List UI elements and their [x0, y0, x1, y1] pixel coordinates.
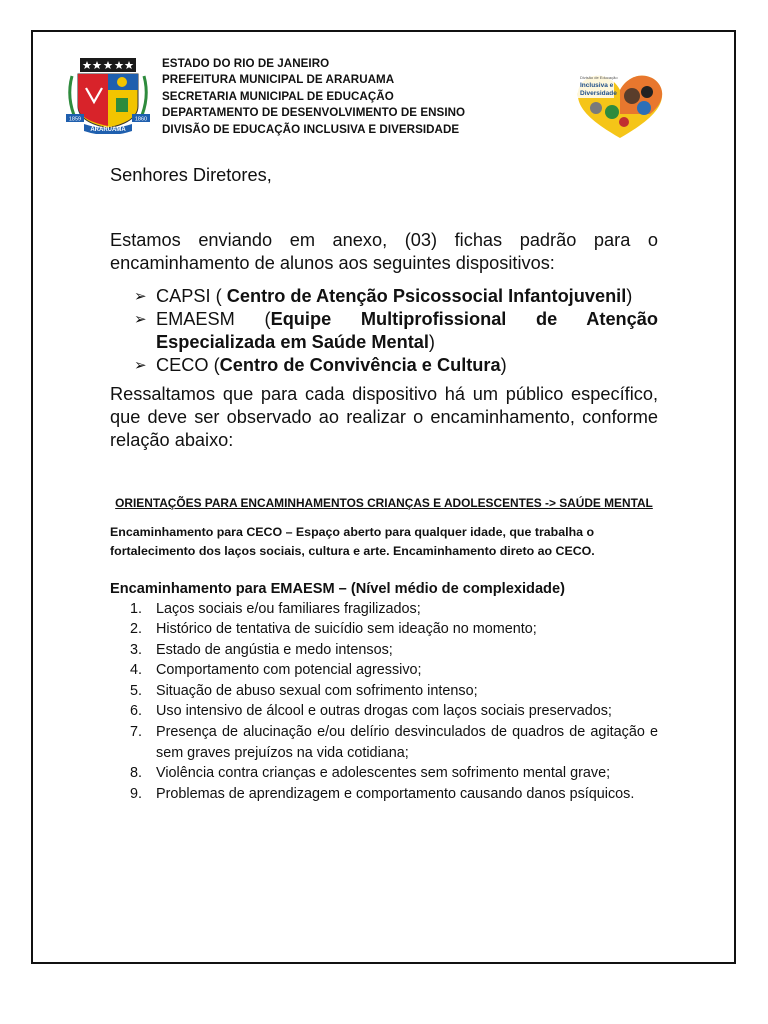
item-text: Presença de alucinação e/ou delírio desvinculados de quadros de agitação e sem graves prejuízos na vida cotidiana; — [156, 724, 658, 761]
item-text: Comportamento com potencial agressivo; — [156, 662, 422, 679]
item-text: Violência contra crianças e adolescentes sem sofrimento mental grave; — [156, 765, 611, 782]
ressalta-paragraph: Ressaltamos que para cada dispositivo há um público específico, que deve ser observado ao realizar o encaminhamento, conforme relação abaixo: — [110, 384, 658, 450]
device-close: ) — [500, 355, 507, 375]
letterhead-line: DIVISÃO DE EDUCAÇÃO INCLUSIVA E DIVERSIDADE — [162, 122, 460, 136]
arrow-bullet-icon: ➢ — [134, 357, 147, 374]
ceco-note: Encaminhamento para CECO – Espaço aberto para qualquer idade, que trabalha o fortalecimento dos laços sociais, cultura e arte. Encaminhamento direto ao CECO. — [110, 524, 595, 558]
list-item — [110, 308, 658, 354]
device-close: ) — [428, 332, 435, 352]
device-full-name: Equipe Multiprofissional de Atenção Especializada em Saúde Mental — [156, 309, 659, 352]
crest-year-left: 1859 — [68, 116, 82, 123]
salutation: Senhores Diretores, — [110, 165, 272, 185]
item-number: 3. — [130, 641, 143, 658]
item-text: Situação de abuso sexual com sofrimento intenso; — [156, 682, 478, 699]
device-name: EMAESM ( — [156, 309, 271, 329]
arrow-bullet-icon: ➢ — [134, 311, 147, 328]
arrow-bullet-icon: ➢ — [134, 288, 147, 305]
item-number: 1. — [130, 600, 143, 617]
list-item — [110, 784, 658, 805]
item-number: 9. — [130, 785, 143, 802]
item-number: 4. — [130, 662, 143, 679]
letterhead-line: SECRETARIA MUNICIPAL DE EDUCAÇÃO — [162, 89, 394, 103]
logo-small-text: Divisão de Educação — [580, 75, 618, 80]
list-item — [110, 763, 658, 784]
device-name: CECO ( — [156, 355, 220, 375]
list-item — [110, 681, 658, 702]
item-text: Estado de angústia e medo intensos; — [156, 641, 393, 658]
criteria-list — [110, 599, 658, 805]
item-text: Histórico de tentativa de suicídio sem ideação no momento; — [156, 621, 537, 638]
letterhead-line: PREFEITURA MUNICIPAL DE ARARUAMA — [162, 73, 395, 87]
list-item — [110, 722, 658, 763]
item-text: Problemas de aprendizagem e comportamento causando danos psíquicos. — [156, 785, 635, 802]
device-full-name: Centro de Atenção Psicossocial Infantojuvenil — [226, 286, 627, 306]
item-number: 2. — [130, 621, 143, 638]
letterhead-line: ESTADO DO RIO DE JANEIRO — [162, 57, 330, 70]
logo-text-1: Inclusiva e — [580, 82, 614, 89]
item-number: 6. — [130, 703, 143, 720]
device-close: ) — [626, 286, 633, 306]
letter-body — [110, 164, 658, 804]
list-item — [110, 285, 658, 308]
devices-list — [110, 285, 658, 377]
list-item — [110, 640, 658, 661]
letterhead-line: DEPARTAMENTO DE DESENVOLVIMENTO DE ENSINO — [162, 106, 466, 120]
letterhead — [162, 56, 465, 138]
item-text: Laços sociais e/ou familiares fragilizados; — [156, 600, 421, 617]
list-item — [110, 354, 658, 377]
orientacoes-heading: ORIENTAÇÕES PARA ENCAMINHAMENTOS CRIANÇAS E ADOLESCENTES -> SAÚDE MENTAL — [115, 496, 653, 510]
list-item — [110, 599, 658, 620]
device-name: CAPSI ( — [156, 286, 227, 306]
crest-year-right: 1860 — [134, 116, 148, 123]
item-number: 5. — [130, 682, 143, 699]
inclusive-education-logo-icon — [572, 70, 668, 140]
araruama-crest-icon — [64, 54, 152, 134]
item-text: Uso intensivo de álcool e outras drogas com laços sociais preservados; — [156, 703, 612, 720]
item-number: 7. — [130, 724, 143, 741]
crest-banner: ARARUAMA — [90, 127, 126, 133]
list-item — [110, 660, 658, 681]
list-item — [110, 701, 658, 722]
item-number: 8. — [130, 765, 143, 782]
list-item — [110, 619, 658, 640]
logo-text-2: Diversidade — [580, 90, 617, 97]
emaesm-title: Encaminhamento para EMAESM – (Nível médio de complexidade) — [110, 580, 565, 597]
intro-paragraph: Estamos enviando em anexo, (03) fichas padrão para o encaminhamento de alunos aos seguintes dispositivos: — [110, 230, 658, 273]
device-full-name: Centro de Convivência e Cultura — [219, 355, 501, 375]
